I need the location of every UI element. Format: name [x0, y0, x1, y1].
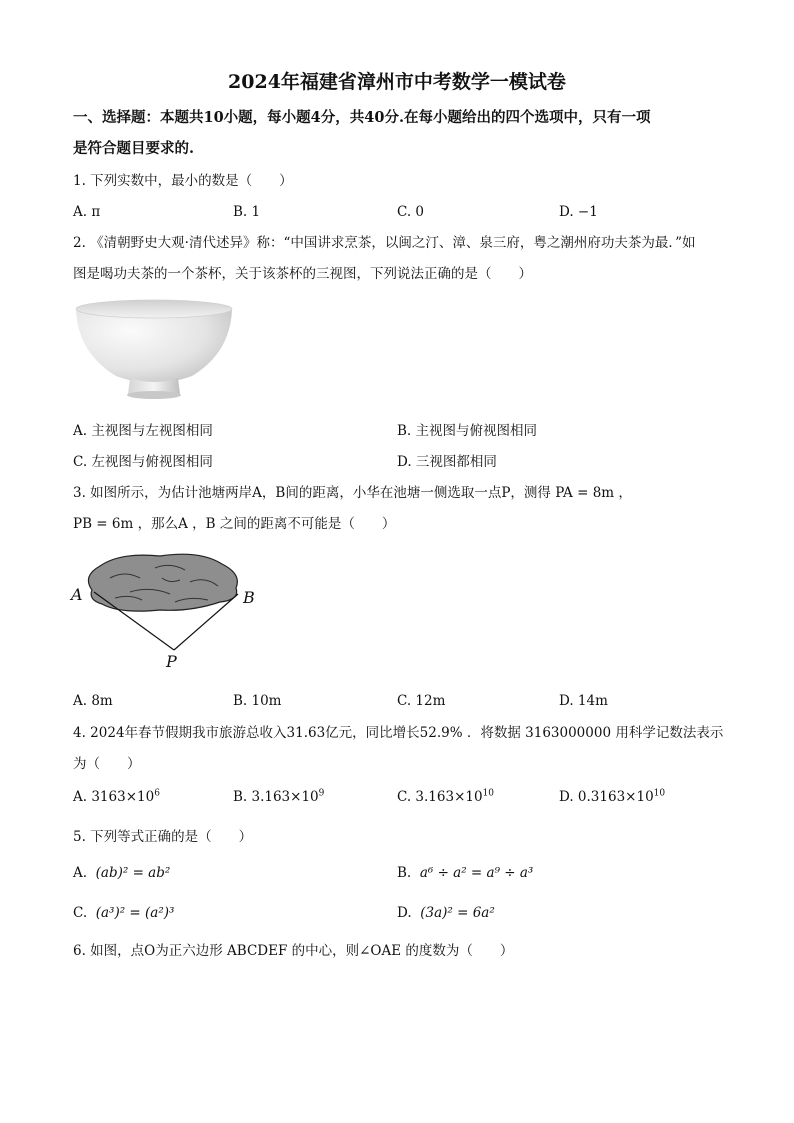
q6-stem: 6. 如图，点O为正六边形 ABCDEF 的中心，则∠OAE 的度数为（ ） [73, 943, 514, 959]
q1-stem: 1. 下列实数中，最小的数是（ ） [73, 173, 293, 189]
q4-option-d: D. $0.3163\times 10^{10}$ [559, 788, 666, 805]
tea-cup-image [74, 298, 234, 406]
section-heading-line1: 一、选择题：本题共10小题，每小题4分，共40分.在每小题给出的四个选项中，只有一项 [73, 109, 651, 126]
q4-option-b: B. $3.163\times 10^9$ [233, 788, 325, 805]
point-b-label: B [243, 588, 255, 607]
q3-stem-line2: PB = 6m ，那么A ，B 之间的距离不可能是（ ） [73, 516, 396, 532]
q2-stem-line1: 2. 《清朝野史大观·清代述异》称：“中国讲求烹茶，以闽之汀、漳、泉三府，粤之潮州府功夫茶为最．”如 [73, 235, 696, 251]
q3-option-b: B. 10m [233, 693, 282, 709]
q4-option-a: A. $3163\times 10^6$ [73, 788, 160, 805]
q1-option-c: C. 0 [397, 204, 425, 220]
point-p-label: P [166, 652, 177, 671]
q5-option-d: D. (3a)² = 6a² [397, 905, 495, 921]
q1-option-a: A. π [73, 204, 101, 220]
q2-option-d: D. 三视图都相同 [397, 454, 497, 470]
q5-option-a: A. (ab)² = ab² [73, 865, 171, 881]
q3-option-d: D. 14m [559, 693, 608, 709]
q2-option-b: B. 主视图与俯视图相同 [397, 423, 538, 439]
q2-stem-line2: 图是喝功夫茶的一个茶杯，关于该茶杯的三视图，下列说法正确的是（ ） [73, 266, 532, 282]
q2-option-c: C. 左视图与俯视图相同 [73, 454, 213, 470]
q4-stem-line1: 4. 2024年春节假期我市旅游总收入31.63亿元，同比增长52.9% ．将数据 3163000000 用科学记数法表示 [73, 725, 724, 741]
q2-option-a: A. 主视图与左视图相同 [73, 423, 213, 439]
q1-option-b: B. 1 [233, 204, 261, 220]
q3-stem-line1: 3. 如图所示，为估计池塘两岸A，B间的距离，小华在池塘一侧选取一点P，测得 PA = 8m ， [73, 485, 632, 501]
q4-option-c: C. $3.163\times 10^{10}$ [397, 788, 495, 805]
q5-stem: 5. 下列等式正确的是（ ） [73, 829, 253, 845]
q5-option-c: C. (a³)² = (a²)³ [73, 905, 175, 921]
point-a-label: A [71, 585, 83, 604]
section-heading-line2: 是符合题目要求的. [73, 140, 195, 157]
q1-option-d: D. −1 [559, 204, 598, 220]
q4-stem-line2: 为（ ） [73, 756, 141, 772]
q3-option-c: C. 12m [397, 693, 446, 709]
q3-option-a: A. 8m [73, 693, 113, 709]
page-title: 2024年福建省漳州市中考数学一模试卷 [228, 71, 566, 93]
q5-option-b: B. a⁶ ÷ a² = a⁹ ÷ a³ [397, 865, 534, 881]
